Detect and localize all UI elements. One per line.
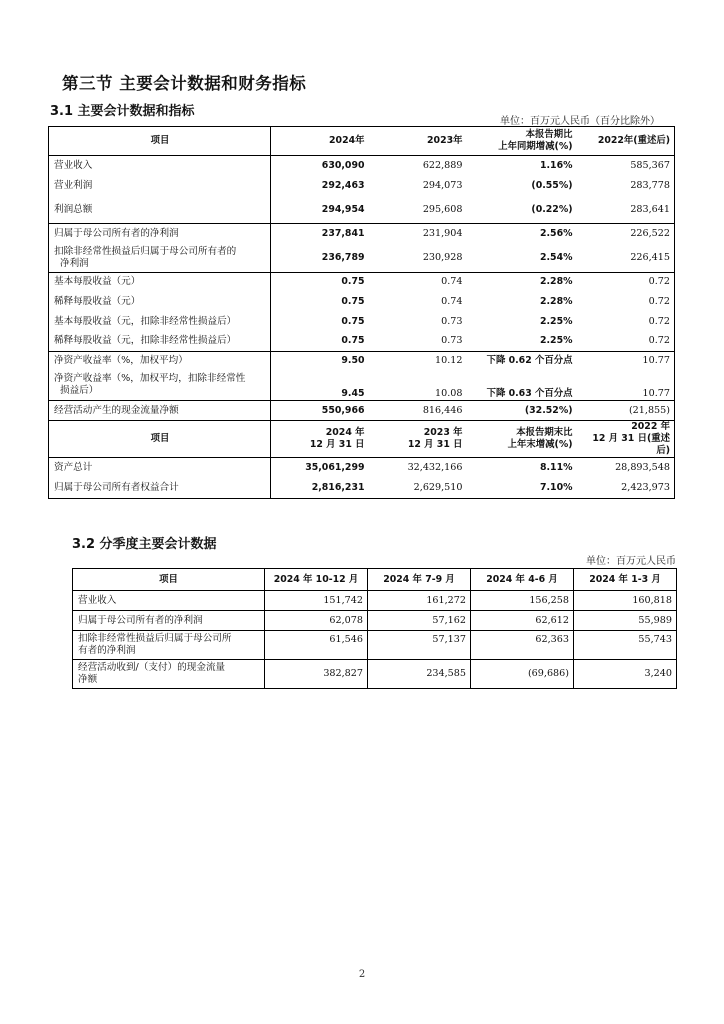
table-row: 扣除非经常性损益后归属于母公司所有者的 净利润 236,789 230,928 2.54% 226,415 bbox=[49, 244, 675, 273]
unit-note-3-1: 单位：百万元人民币（百分比除外） bbox=[500, 116, 660, 127]
main-accounting-data-table bbox=[48, 126, 675, 499]
table-row: 归属于母公司所有者的净利润 237,841 231,904 2.56% 226,522 bbox=[49, 224, 675, 244]
table-row: 营业利润 292,463 294,073 (0.55%) 283,778 bbox=[49, 176, 675, 197]
table-header-row: 项目 2024 年 10-12 月 2024 年 7-9 月 2024 年 4-6 月 2024 年 1-3 月 bbox=[73, 569, 677, 591]
header-2024: 2024年 bbox=[271, 127, 369, 156]
page-number: 2 bbox=[358, 969, 366, 980]
table-row: 稀释每股收益（元，扣除非经常性损益后） 0.75 0.73 2.25% 0.72 bbox=[49, 332, 675, 352]
header-2022: 2022年(重述后) bbox=[577, 127, 675, 156]
header-change: 本报告期比 上年同期增减(%) bbox=[467, 127, 577, 156]
table-header-row bbox=[49, 127, 675, 156]
table-row: 归属于母公司所有者的净利润 62,078 57,162 62,612 55,989 bbox=[73, 611, 677, 631]
header-2023: 2023年 bbox=[369, 127, 467, 156]
quarterly-data-table bbox=[72, 568, 677, 689]
table-row: 基本每股收益（元） 0.75 0.74 2.28% 0.72 bbox=[49, 273, 675, 292]
table-row: 稀释每股收益（元） 0.75 0.74 2.28% 0.72 bbox=[49, 292, 675, 312]
table-row: 基本每股收益（元，扣除非经常性损益后） 0.75 0.73 2.25% 0.72 bbox=[49, 312, 675, 332]
table-row: 经营活动收到/（支付）的现金流量 净额 382,827 234,585 (69,686) 3,240 bbox=[73, 660, 677, 689]
table-header-row-2: 项目 2024 年 12 月 31 日 2023 年 12 月 31 日 本报告期末比 上年末增减(%) 2022 年 12 月 31 日(重述后) bbox=[49, 421, 675, 458]
table-row: 净资产收益率（%，加权平均） 9.50 10.12 下降 0.62 个百分点 10.77 bbox=[49, 352, 675, 371]
subsection-3-2-title: 3.2 分季度主要会计数据 bbox=[72, 537, 217, 552]
section-title: 第三节 主要会计数据和财务指标 bbox=[62, 74, 307, 93]
table-row: 资产总计 35,061,299 32,432,166 8.11% 28,893,548 bbox=[49, 458, 675, 479]
table-row: 归属于母公司所有者权益合计 2,816,231 2,629,510 7.10% 2,423,973 bbox=[49, 479, 675, 499]
unit-note-3-2: 单位：百万元人民币 bbox=[586, 556, 676, 567]
table-row: 净资产收益率（%，加权平均，扣除非经常性 损益后） 9.45 10.08 下降 0.63 个百分点 10.77 bbox=[49, 371, 675, 401]
table-row: 经营活动产生的现金流量净额 550,966 816,446 (32.52%) (21,855) bbox=[49, 401, 675, 421]
table-row: 营业收入 630,090 622,889 1.16% 585,367 bbox=[49, 156, 675, 176]
table-row: 利润总额 294,954 295,608 (0.22%) 283,641 bbox=[49, 197, 675, 224]
subsection-3-1-title: 3.1 主要会计数据和指标 bbox=[50, 104, 195, 119]
header-item: 项目 bbox=[49, 127, 271, 156]
table-row: 营业收入 151,742 161,272 156,258 160,818 bbox=[73, 591, 677, 611]
table-row: 扣除非经常性损益后归属于母公司所 有者的净利润 61,546 57,137 62,363 55,743 bbox=[73, 631, 677, 660]
